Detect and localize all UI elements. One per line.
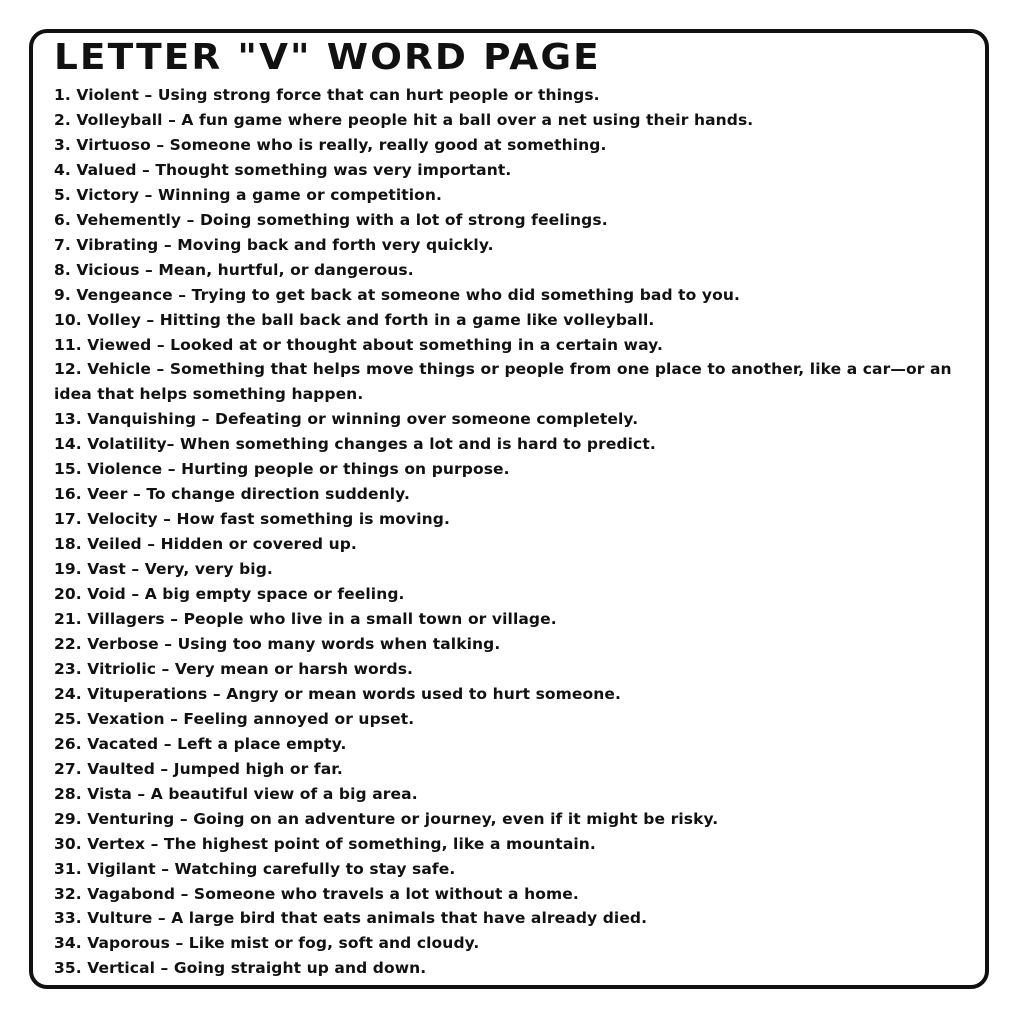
list-item: 10. Volley – Hitting the ball back and forth in a game like volleyball. [54,310,655,329]
list-item: 4. Valued – Thought something was very important. [54,160,512,179]
list-item: 9. Vengeance – Trying to get back at someone who did something bad to you. [54,285,740,304]
list-item: 24. Vituperations – Angry or mean words used to hurt someone. [54,684,622,703]
list-item: 1. Violent – Using strong force that can hurt people or things. [54,86,600,104]
list-item: 35. Vertical – Going straight up and down. [54,959,427,978]
list-item: 13. Vanquishing – Defeating or winning over someone completely. [54,410,639,429]
list-item: 28. Vista – A beautiful view of a big area. [54,784,418,803]
list-item: 31. Vigilant – Watching carefully to stay safe. [54,859,456,878]
list-item: 22. Verbose – Using too many words when talking. [54,634,501,653]
list-item: 19. Vast – Very, very big. [54,560,273,579]
list-item: 34. Vaporous – Like mist or fog, soft and cloudy. [54,934,480,953]
list-item: 18. Veiled – Hidden or covered up. [54,535,357,554]
list-item: 20. Void – A big empty space or feeling. [54,585,405,604]
list-item: 2. Volleyball – A fun game where people hit a ball over a net using their hands. [54,110,754,129]
list-item: 3. Virtuoso – Someone who is really, really good at something. [54,135,607,154]
list-item: 14. Volatility– When something changes a lot and is hard to predict. [54,435,656,454]
list-item: 5. Victory – Winning a game or competition. [54,185,443,204]
list-item: 29. Venturing – Going on an adventure or journey, even if it might be risky. [54,809,719,828]
list-item: 25. Vexation – Feeling annoyed or upset. [54,709,415,728]
list-item: 23. Vitriolic – Very mean or harsh words. [54,659,414,678]
list-item: 16. Veer – To change direction suddenly. [54,485,410,504]
list-item: 12. Vehicle – Something that helps move things or people from one place to another, like a car—or an idea that helps something happen. [54,360,952,404]
word-list [54,83,966,981]
page-title: LETTER "V" WORD PAGE [54,37,601,78]
list-item: 15. Violence – Hurting people or things on purpose. [54,460,510,479]
list-item: 21. Villagers – People who live in a small town or village. [54,610,557,629]
list-item: 6. Vehemently – Doing something with a lot of strong feelings. [54,210,608,229]
list-item: 17. Velocity – How fast something is moving. [54,510,450,529]
list-item: 8. Vicious – Mean, hurtful, or dangerous. [54,260,414,279]
list-item: 27. Vaulted – Jumped high or far. [54,759,343,778]
list-item: 30. Vertex – The highest point of something, like a mountain. [54,834,596,853]
list-item: 33. Vulture – A large bird that eats animals that have already died. [54,909,648,928]
list-item: 32. Vagabond – Someone who travels a lot without a home. [54,884,579,903]
list-item: 26. Vacated – Left a place empty. [54,734,347,753]
list-item: 7. Vibrating – Moving back and forth very quickly. [54,235,494,254]
list-item: 11. Viewed – Looked at or thought about something in a certain way. [54,335,663,354]
